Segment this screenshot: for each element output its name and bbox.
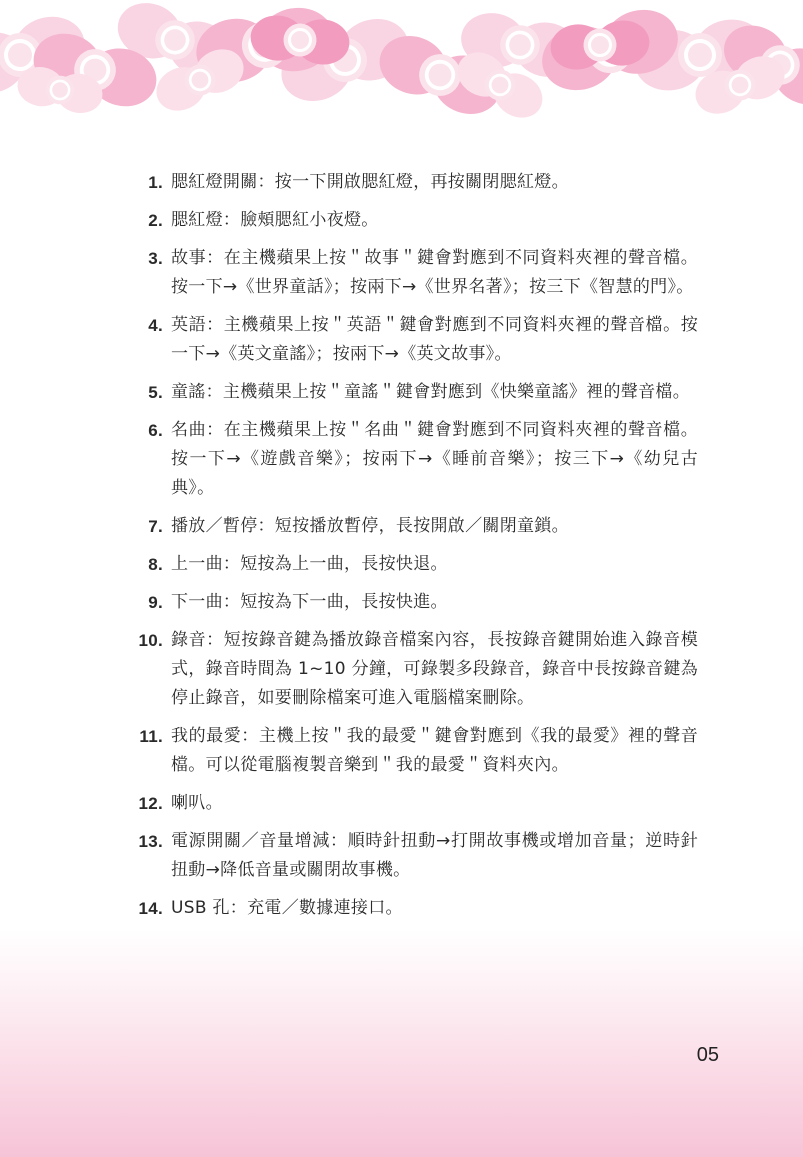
list-item	[136, 827, 698, 885]
bow-pattern-icon	[0, 0, 803, 125]
list-item-text: 電源開關／音量增減：順時針扭動→打開故事機或增加音量；逆時針扭動→降低音量或關閉故事機。	[171, 831, 698, 880]
list-item-text: 腮紅燈開關：按一下開啟腮紅燈，再按關閉腮紅燈。	[171, 172, 569, 192]
list-item-number: 4.	[148, 316, 163, 335]
list-item-number: 13.	[138, 832, 163, 851]
list-item-number: 5.	[148, 383, 163, 402]
list-item-text: 播放／暫停：短按播放暫停，長按開啟／關閉童鎖。	[171, 516, 569, 536]
list-item	[136, 206, 698, 235]
list-item-number: 9.	[148, 593, 163, 612]
list-item	[136, 550, 698, 579]
list-item-number: 8.	[148, 555, 163, 574]
list-item-number: 6.	[148, 421, 163, 440]
list-item	[136, 789, 698, 818]
list-item	[136, 416, 698, 503]
list-item-number: 12.	[138, 794, 163, 813]
page-number: 05	[696, 1044, 719, 1066]
decorative-bow-border	[0, 0, 803, 125]
list-item	[136, 168, 698, 197]
list-item-number: 7.	[148, 517, 163, 536]
list-item-text: 名曲：在主機蘋果上按＂名曲＂鍵會對應到不同資料夾裡的聲音檔。按一下→《遊戲音樂》；按兩下→《睡前音樂》；按三下→《幼兒古典》。	[171, 420, 698, 498]
list-item	[136, 626, 698, 713]
list-item	[136, 588, 698, 617]
list-item	[136, 512, 698, 541]
list-item-text: 英語：主機蘋果上按＂英語＂鍵會對應到不同資料夾裡的聲音檔。按一下→《英文童謠》；按兩下→《英文故事》。	[171, 315, 698, 364]
list-item-number: 3.	[148, 249, 163, 268]
list-item-text: 上一曲：短按為上一曲，長按快退。	[171, 554, 448, 574]
list-item-number: 14.	[138, 899, 163, 918]
list-item-number: 11.	[139, 727, 163, 746]
list-item	[136, 722, 698, 780]
list-item-text: 童謠：主機蘋果上按＂童謠＂鍵會對應到《快樂童謠》裡的聲音檔。	[171, 382, 690, 402]
feature-list	[136, 168, 698, 932]
list-item-text: 錄音：短按錄音鍵為播放錄音檔案內容，長按錄音鍵開始進入錄音模式，錄音時間為 1~10 分鐘，可錄製多段錄音，錄音中長按錄音鍵為停止錄音，如要刪除檔案可進入電腦檔案刪除。	[171, 630, 698, 708]
list-item-text: 下一曲：短按為下一曲，長按快進。	[171, 592, 448, 612]
list-item	[136, 378, 698, 407]
list-item	[136, 244, 698, 302]
list-item-text: 腮紅燈：臉頰腮紅小夜燈。	[171, 210, 379, 230]
list-item	[136, 311, 698, 369]
list-item-number: 1.	[148, 173, 163, 192]
list-item-text: 故事：在主機蘋果上按＂故事＂鍵會對應到不同資料夾裡的聲音檔。按一下→《世界童話》；按兩下→《世界名著》；按三下《智慧的門》。	[171, 248, 698, 297]
list-item	[136, 894, 698, 923]
list-item-text: 我的最愛：主機上按＂我的最愛＂鍵會對應到《我的最愛》裡的聲音檔。可以從電腦複製音樂到＂我的最愛＂資料夾內。	[171, 726, 698, 775]
list-item-number: 10.	[138, 631, 163, 650]
list-item-text: 喇叭。	[171, 793, 223, 813]
list-item-text: USB 孔：充電／數據連接口。	[171, 898, 403, 918]
list-item-number: 2.	[148, 211, 163, 230]
